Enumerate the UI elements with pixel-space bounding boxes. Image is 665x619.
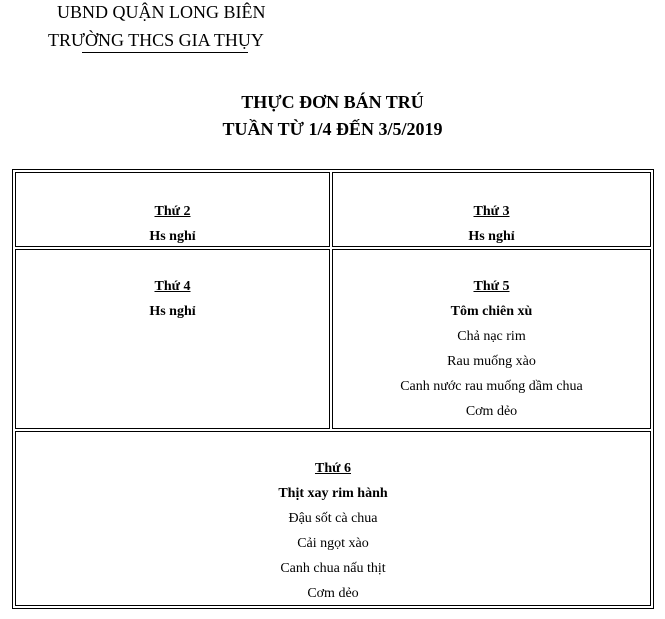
menu-item: Hs nghỉ (468, 229, 515, 244)
day-label: Thứ 4 (154, 279, 191, 294)
menu-item: Cơm dẻo (465, 404, 518, 419)
district-name: UBND QUẬN LONG BIÊN (57, 2, 266, 22)
menu-item: Rau muống xào (447, 354, 536, 369)
day-label: Thứ 5 (473, 279, 510, 294)
menu-item: Hs nghỉ (149, 229, 196, 244)
menu-item: Cải ngọt xào (297, 536, 369, 551)
menu-item: Canh nước rau muống dầm chua (400, 379, 583, 394)
school-name: TRƯỜNG THCS GIA THỤY (48, 30, 264, 50)
page-title: THỰC ĐƠN BÁN TRÚ (241, 92, 424, 112)
menu-cell-thu-5 (332, 249, 651, 429)
menu-cell-thu-2 (15, 172, 330, 247)
header-underline (82, 52, 248, 53)
day-label: Thứ 3 (473, 204, 510, 219)
menu-cell-thu-4 (15, 249, 330, 429)
menu-item: Thịt xay rim hành (278, 486, 388, 501)
menu-item: Canh chua nấu thịt (280, 561, 386, 576)
menu-cell-thu-6 (15, 431, 651, 606)
menu-table (12, 169, 654, 609)
page-subtitle: TUẦN TỪ 1/4 ĐẾN 3/5/2019 (222, 119, 443, 139)
menu-cell-thu-3 (332, 172, 651, 247)
menu-item: Đậu sốt cà chua (288, 511, 378, 526)
menu-item: Tôm chiên xù (450, 304, 533, 319)
day-label: Thứ 2 (154, 204, 191, 219)
menu-item: Hs nghỉ (149, 304, 196, 319)
day-label: Thứ 6 (314, 461, 352, 476)
menu-item: Cơm dẻo (307, 586, 359, 601)
menu-item: Chả nạc rim (457, 329, 526, 344)
